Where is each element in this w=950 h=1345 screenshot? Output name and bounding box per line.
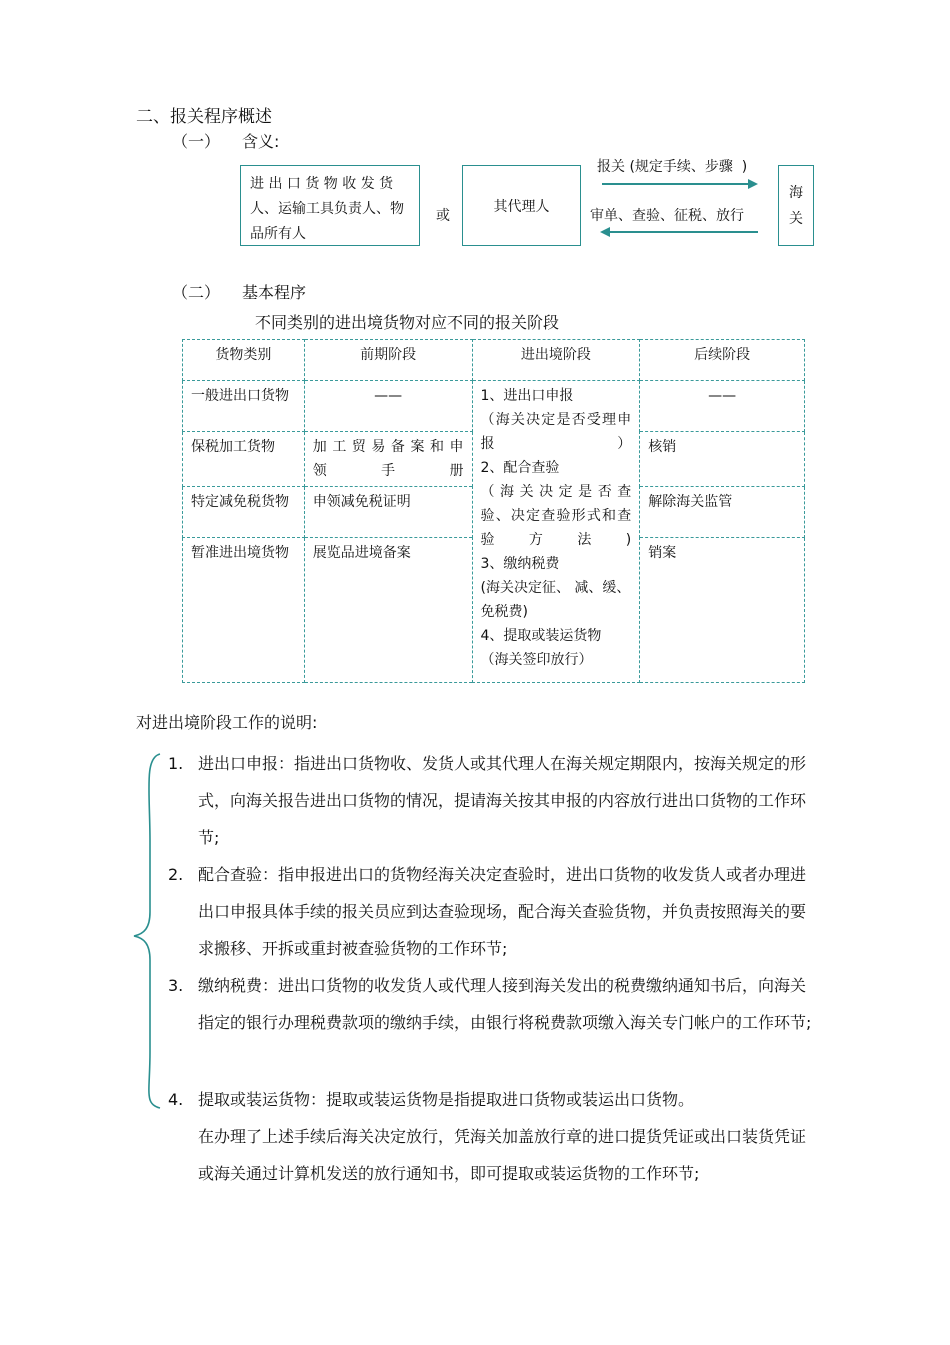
arrowhead-right — [748, 179, 758, 189]
cell-pre: 申领减免税证明 — [304, 487, 472, 538]
item-number: 2. — [168, 865, 184, 884]
item-number: 1. — [168, 754, 184, 773]
item-text: 进出口申报：指进出口货物收、发货人或其代理人在海关规定期限内，按海关规定的形式，向海关报告进出口货物的情况，提请海关按其申报的内容放行进出口货物的工作环节; — [198, 754, 807, 847]
cell-post: —— — [640, 381, 805, 432]
header-pre: 前期阶段 — [304, 340, 472, 381]
table-caption: 不同类别的进出境货物对应不同的报关阶段 — [255, 313, 560, 332]
step-line: （ 海 关 决 定 是 否 查验、决定查验形式和查验方法) — [480, 484, 632, 548]
step-line: 1、进出口申报 — [480, 388, 574, 404]
list-item — [168, 1081, 818, 1118]
item-number: 4. — [168, 1090, 184, 1109]
agent-label: 其代理人 — [493, 198, 550, 215]
or-label: 或 — [436, 208, 450, 224]
step-line: 3、缴纳税费 — [480, 556, 560, 572]
cell-category: 特定减免税货物 — [183, 487, 305, 538]
declare-arrow-label: 报关 (规定手续、步骤 ) — [597, 159, 748, 175]
item-text: 提取或装运货物：提取或装运货物是指提取进口货物或装运出口货物。 — [198, 1090, 695, 1109]
party-box: 进 出 口 货 物 收 发 货人、运输工具负责人、物品所有人 — [240, 165, 420, 246]
list-item — [168, 745, 818, 856]
subsection-number: （二） — [172, 283, 221, 302]
header-entry-exit: 进出境阶段 — [472, 340, 640, 381]
header-category: 货物类别 — [183, 340, 305, 381]
step-line: 4、提取或装运货物 — [480, 628, 602, 644]
closing-paragraph: 在办理了上述手续后海关决定放行，凭海关加盖放行章的进口提货凭证或出口装货凭证或海关通过计算机发送的放行通知书，即可提取或装运货物的工作环节; — [198, 1127, 807, 1183]
list-item — [168, 967, 818, 1041]
step-line: (海关决定征、 减、缓、免税费) — [480, 580, 631, 620]
step-line: （海关决定是否受理申报） — [480, 412, 632, 452]
flow-arrows — [0, 0, 950, 300]
customs-char: 海 — [789, 184, 803, 201]
stages-table — [182, 339, 805, 683]
cell-category: 暂准进出境货物 — [183, 538, 305, 683]
explanation-intro: 对进出境阶段工作的说明: — [136, 713, 318, 732]
table-header-row — [183, 340, 805, 381]
cell-category: 保税加工货物 — [183, 432, 305, 487]
table-row — [183, 381, 805, 432]
customs-action-arrow-label: 审单、查验、征税、放行 — [590, 208, 744, 224]
step-line: 2、配合查验 — [480, 460, 560, 476]
cell-category: 一般进出口货物 — [183, 381, 305, 432]
customs-char: 关 — [789, 210, 803, 227]
subsection-procedure — [172, 280, 306, 303]
step-line: （海关签印放行） — [480, 652, 593, 668]
subsection-number: （一） — [172, 132, 221, 151]
item-text: 配合查验：指申报进出口的货物经海关决定查验时，进出口货物的收发货人或者办理进出口申报具体手续的报关员应到达查验现场，配合海关查验货物，并负责按照海关的要求搬移、开拆或重封被查验货物的工作环节; — [198, 865, 807, 958]
cell-post: 解除海关监管 — [640, 487, 805, 538]
item-number: 3. — [168, 976, 184, 995]
left-brace-icon — [130, 752, 170, 1112]
list-item — [168, 856, 818, 967]
section-title: 二、报关程序概述 — [136, 107, 272, 127]
cell-post: 核销 — [640, 432, 805, 487]
arrowhead-left — [600, 227, 610, 237]
subsection-title: 含义: — [242, 132, 280, 151]
subsection-title: 基本程序 — [242, 283, 307, 302]
cell-post: 销案 — [640, 538, 805, 683]
cell-pre: 加 工 贸 易 备 案 和 申领手册 — [304, 432, 472, 487]
cell-pre: —— — [304, 381, 472, 432]
item-text: 缴纳税费：进出口货物的收发货人或代理人接到海关发出的税费缴纳通知书后，向海关指定的银行办理税费款项的缴纳手续，由银行将税费款项缴入海关专门帐户的工作环节; — [198, 976, 812, 1032]
header-post: 后续阶段 — [640, 340, 805, 381]
cell-pre: 展览品进境备案 — [304, 538, 472, 683]
cell-entry-exit-steps — [472, 381, 640, 683]
